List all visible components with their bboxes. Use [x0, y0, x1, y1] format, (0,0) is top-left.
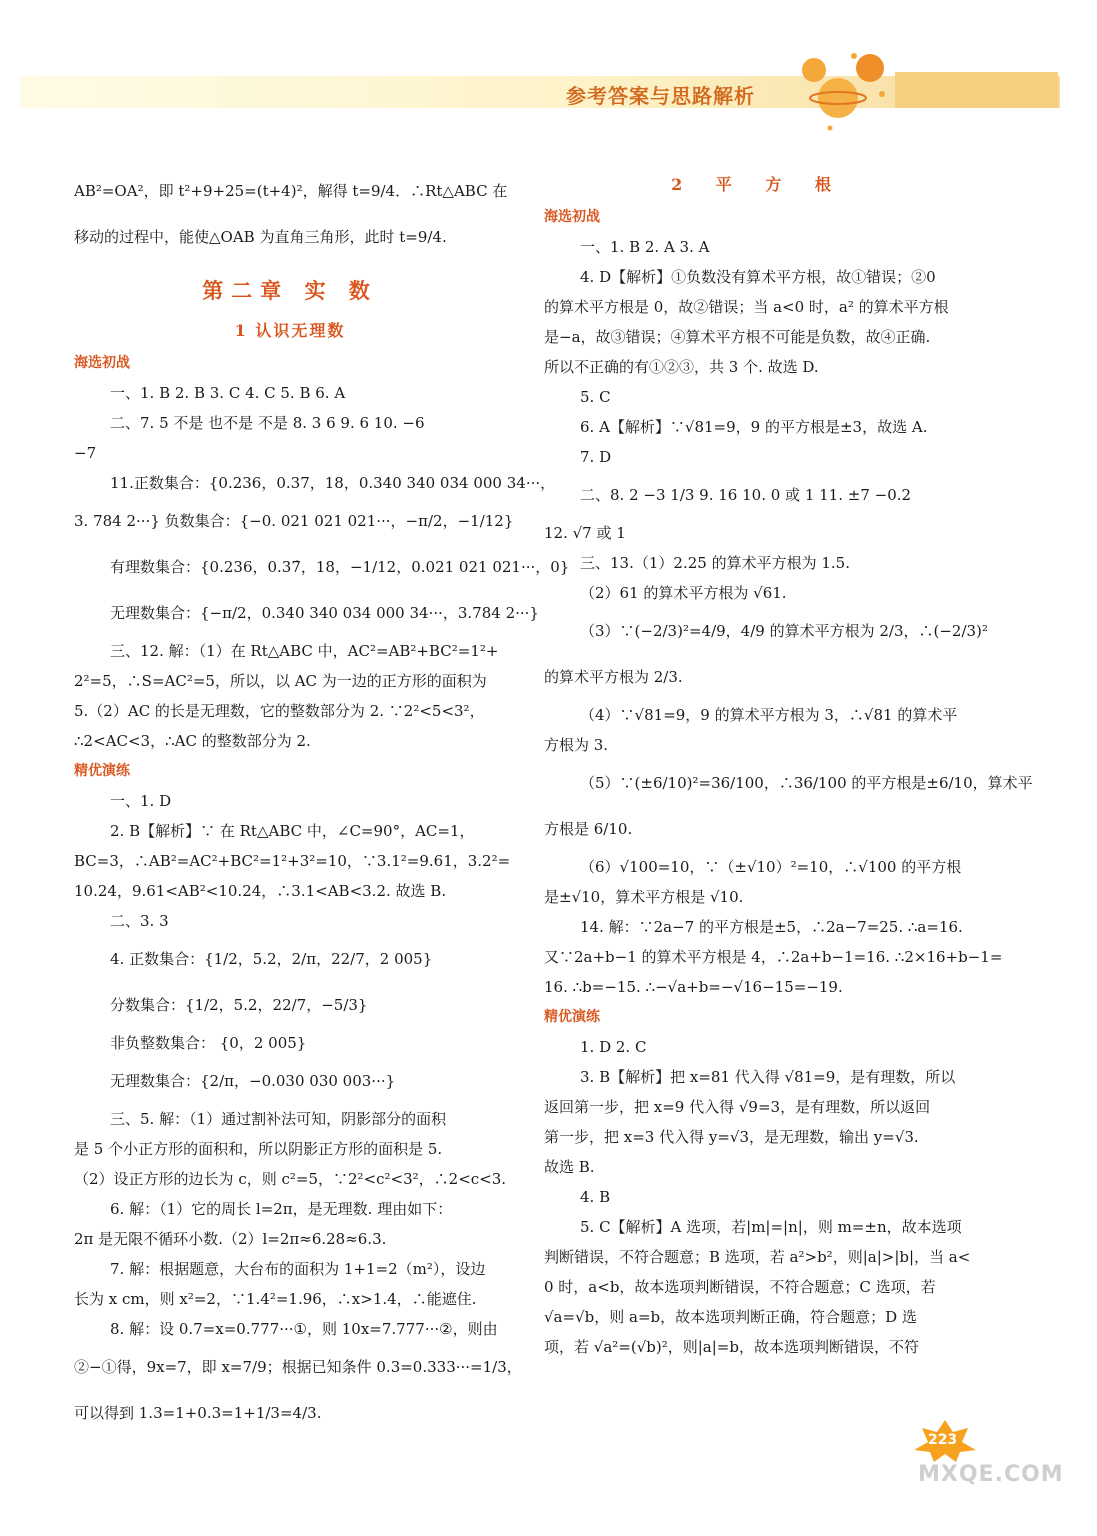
- text-line: 又∵2a+b−1 的算术平方根是 4，∴2a+b−1=16. ∴2×16+b−1=: [544, 948, 1003, 966]
- text-line: BC=3，∴AB²=AC²+BC²=1²+3²=10，∵3.1²=9.61，3.2²=: [74, 852, 511, 870]
- header-accent-box: [895, 72, 1058, 108]
- text-line: 12. √7 或 1: [544, 524, 626, 542]
- text-line: 第一步，把 x=3 代入得 y=√3，是无理数，输出 y=√3.: [544, 1128, 919, 1146]
- text-line: 二、8. 2 −3 1/3 9. 16 10. 0 或 1 11. ±7 −0.2: [580, 486, 912, 504]
- text-line: 移动的过程中，能使△OAB 为直角三角形，此时 t=9/4.: [74, 228, 447, 246]
- text-line: 二、3. 3: [110, 912, 169, 930]
- text-line: 2. B【解析】∵ 在 Rt△ABC 中，∠C=90°，AC=1，: [110, 822, 475, 840]
- text-line: （2）设正方形的边长为 c，则 c²=5，∵2²<c²<3²，∴2<c<3.: [74, 1170, 507, 1188]
- text-line: 6. 解：（1）它的周长 l=2π，是无理数. 理由如下：: [110, 1200, 453, 1218]
- text-line: 方根为 3.: [544, 736, 609, 754]
- text-line: 11.正数集合：{0.236，0.37，18，0.340 340 034 000 34···，: [110, 474, 556, 492]
- text-line: 7. D: [580, 448, 612, 466]
- text-line: 5. C: [580, 388, 611, 406]
- text-line: 3. 784 2···} 负数集合：{−0. 021 021 021···，−π/2，−1/12}: [74, 512, 514, 530]
- text-line: 2π 是无限不循环小数.（2）l=2π≈6.28≈6.3.: [74, 1230, 387, 1248]
- text-line: 非负整数集合： {0，2 005}: [110, 1034, 307, 1052]
- text-line: 方根是 6/10.: [544, 820, 633, 838]
- right-column: [544, 168, 1033, 1362]
- text-line: AB²=OA²，即 t²+9+25=(t+4)²，解得 t=9/4．∴Rt△ABC 在: [74, 182, 508, 200]
- text-line: 1. D 2. C: [580, 1038, 647, 1056]
- text-line: 三、13.（1）2.25 的算术平方根为 1.5.: [580, 554, 850, 572]
- page-header-title: 参考答案与思路解析: [566, 84, 755, 108]
- text-line: 无理数集合：{−π/2，0.340 340 034 000 34···，3.784 2···}: [110, 604, 539, 622]
- text-line: 可以得到 1.3=1+0.3=1+1/3=4/3.: [74, 1404, 322, 1422]
- text-line: 一、1. B 2. A 3. A: [580, 238, 710, 256]
- text-line: ②−①得，9x=7，即 x=7/9；根据已知条件 0.3=0.333···=1/3，: [74, 1358, 522, 1376]
- text-line: 6. A【解析】∵√81=9，9 的平方根是±3，故选 A.: [580, 418, 928, 436]
- text-line: 7. 解：根据题意，大台布的面积为 1+1=2（m²），设边: [110, 1260, 486, 1278]
- text-line: 的算术平方根是 0，故②错误；当 a<0 时，a² 的算术平方根: [544, 298, 949, 316]
- text-line: （4）∵√81=9，9 的算术平方根为 3，∴√81 的算术平: [580, 706, 958, 724]
- text-line: 有理数集合：{0.236，0.37̇，18，−1/12，0.021 021 021···，0}: [110, 558, 570, 576]
- text-line: 5. C【解析】A 选项，若|m|=|n|，则 m=±n，故本选项: [580, 1218, 962, 1236]
- text-line: 无理数集合：{2/π，−0.030 030 003···}: [110, 1072, 396, 1090]
- text-line: 4. B: [580, 1188, 611, 1206]
- text-line: 8. 解：设 0.7=x=0.777···①，则 10x=7.777···②，则由: [110, 1320, 498, 1338]
- left-column: [74, 168, 570, 1436]
- text-line: ∴2<AC<3，∴AC 的整数部分为 2.: [74, 732, 311, 750]
- text-line: 2²=5，∴S=AC²=5，所以，以 AC 为一边的正方形的面积为: [74, 672, 487, 690]
- text-line: （5）∵(±6/10)²=36/100，∴36/100 的平方根是±6/10，算术平: [580, 774, 1033, 792]
- text-line: 16. ∴b=−15. ∴−√a+b=−√16−15=−19.: [544, 978, 843, 996]
- text-line: 的算术平方根为 2/3.: [544, 668, 683, 686]
- text-line: 判断错误，不符合题意；B 选项，若 a²>b²，则|a|>|b|，当 a<: [544, 1248, 971, 1266]
- text-line: （2）61 的算术平方根为 √61.: [580, 584, 787, 602]
- text-line: 是 5 个小正方形的面积和，所以阴影正方形的面积是 5.: [74, 1140, 443, 1158]
- text-line: √a=√b，则 a=b，故本选项判断正确，符合题意；D 选: [544, 1308, 917, 1326]
- planet-decoration-icon: [796, 48, 892, 132]
- text-line: 10.24，9.61<AB²<10.24，∴3.1<AB<3.2. 故选 B.: [74, 882, 447, 900]
- text-line: 三、12. 解：（1）在 Rt△ABC 中，AC²=AB²+BC²=1²+: [110, 642, 499, 660]
- text-line: （6）√100=10，∵（±√10）²=10，∴√100 的平方根: [580, 858, 962, 876]
- text-line: 14. 解：∵2a−7 的平方根是±5，∴2a−7=25. ∴a=16.: [580, 918, 963, 936]
- text-line: 所以不正确的有①②③，共 3 个. 故选 D.: [544, 358, 819, 376]
- text-line: 4. 正数集合：{1/2，5.2，2/π，22/7，2 005}: [110, 950, 433, 968]
- section-heading: 精优演练: [74, 763, 130, 779]
- text-line: 故选 B.: [544, 1158, 595, 1176]
- text-line: 5.（2）AC 的长是无理数，它的整数部分为 2. ∵2²<5<3²，: [74, 702, 485, 720]
- text-line: 长为 x cm，则 x²=2，∵1.4²=1.96，∴x>1.4，∴能遮住.: [74, 1290, 477, 1308]
- page-number: 223: [928, 1432, 958, 1448]
- text-line: 二、7. 5 不是 也不是 不是 8. 3 6 9. 6 10. −6: [110, 414, 425, 432]
- chapter-title: 第二章 实 数: [202, 278, 378, 303]
- section-heading: 海选初战: [544, 209, 600, 225]
- section-heading: 精优演练: [544, 1009, 600, 1025]
- text-line: 是±√10，算术平方根是 √10.: [544, 888, 744, 906]
- text-line: 分数集合：{1/2，5.2，22/7，−5/3}: [110, 996, 368, 1014]
- text-line: 一、1. D: [110, 792, 172, 810]
- site-watermark: MXQE.COM: [918, 1462, 1064, 1487]
- text-line: 三、5. 解：（1）通过割补法可知，阴影部分的面积: [110, 1110, 447, 1128]
- text-line: 返回第一步，把 x=9 代入得 √9=3，是有理数，所以返回: [544, 1098, 931, 1116]
- text-line: （3）∵(−2/3)²=4/9，4/9 的算术平方根为 2/3，∴(−2/3)²: [580, 622, 988, 640]
- text-line: 4. D【解析】①负数没有算术平方根，故①错误；②0: [580, 268, 936, 286]
- lesson-title: 1 认识无理数: [234, 321, 346, 340]
- text-line: 项，若 √a²=(√b)²，则|a|=b，故本选项判断错误，不符: [544, 1338, 919, 1356]
- lesson-title: 2 平 方 根: [671, 175, 845, 194]
- text-line: 0 时，a<b，故本选项判断错误，不符合题意；C 选项，若: [544, 1278, 936, 1296]
- text-line: 是−a，故③错误；④算术平方根不可能是负数，故④正确.: [544, 328, 931, 346]
- section-heading: 海选初战: [74, 355, 130, 371]
- text-line: −7: [74, 444, 97, 462]
- text-line: 一、1. B 2. B 3. C 4. C 5. B 6. A: [110, 384, 346, 402]
- text-line: 3. B【解析】把 x=81 代入得 √81=9，是有理数，所以: [580, 1068, 956, 1086]
